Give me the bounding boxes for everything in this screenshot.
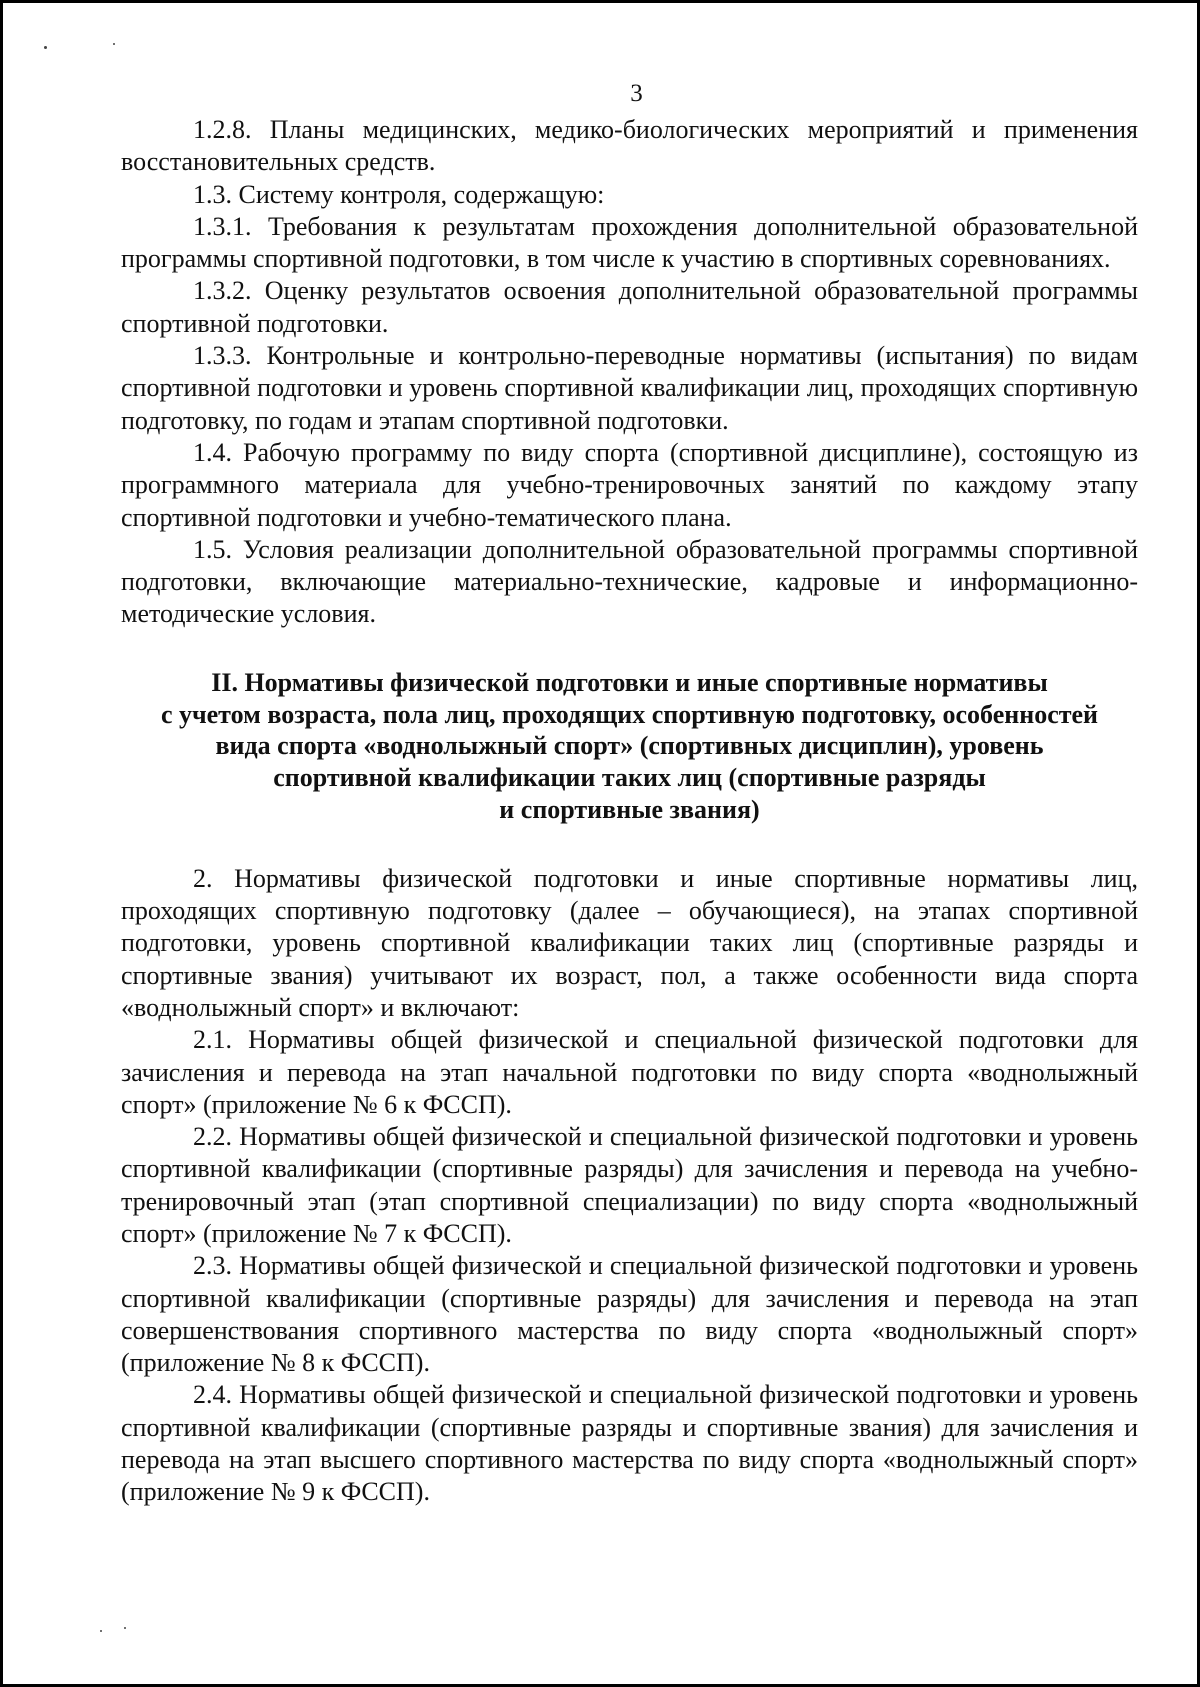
- paragraph-1-5: 1.5. Условия реализации дополнительной образовательной программы спортивной подготовки, включающие материально-технические, кадровые и информационно-методические условия.: [121, 534, 1138, 629]
- paragraph-2-3: 2.3. Нормативы общей физической и специальной физической подготовки и уровень спортивной квалификации (спортивные разряды) для зачисления и перевода на этап совершенствования спортивного мастерства по виду спорта «воднолыжный спорт» (приложение № 8 к ФССП).: [121, 1251, 1138, 1378]
- section-heading-line: вида спорта «воднолыжный спорт» (спортивных дисциплин), уровень: [215, 731, 1044, 761]
- section-heading-line: и спортивные звания): [499, 794, 760, 824]
- paragraph-2: 2. Нормативы физической подготовки и иные спортивные нормативы лиц, проходящих спортивную подготовку (далее – обучающиеся), на этапах спортивной подготовки, уровень спортивной квалификации таких лиц (спортивные разряды и спортивные звания) учитывают их возраст, пол, а также особенности вида спорта «воднолыжный спорт» и включают:: [121, 863, 1138, 1022]
- scan-speck: [44, 46, 47, 49]
- paragraph-2-1: 2.1. Нормативы общей физической и специальной физической подготовки для зачисления и перевода на этап начальной подготовки по виду спорта «воднолыжный спорт» (приложение № 6 к ФССП).: [121, 1025, 1138, 1119]
- scan-speck: [100, 1630, 102, 1632]
- section-heading-line: II. Нормативы физической подготовки и иные спортивные нормативы: [211, 667, 1048, 697]
- paragraph-2-2: 2.2. Нормативы общей физической и специальной физической подготовки и уровень спортивной квалификации (спортивные разряды) для зачисления и перевода на учебно-тренировочный этап (этап спортивной специализации) по виду спорта «воднолыжный спорт» (приложение № 7 к ФССП).: [121, 1122, 1138, 1248]
- section-heading-line: с учетом возраста, пола лиц, проходящих спортивную подготовку, особенностей: [160, 699, 1099, 729]
- paragraph-1-3-1: 1.3.1. Требования к результатам прохождения дополнительной образовательной программы спортивной подготовки, в том числе к участию в спортивных соревнованиях.: [121, 211, 1138, 274]
- section-heading: [121, 667, 1138, 826]
- paragraph-1-3-2: 1.3.2. Оценку результатов освоения дополнительной образовательной программы спортивной подготовки.: [121, 276, 1138, 338]
- section-2-items: [121, 863, 1138, 1509]
- paragraph-2-4: 2.4. Нормативы общей физической и специальной физической подготовки и уровень спортивной квалификации (спортивные разряды и спортивные звания) для зачисления и перевода на этап высшего спортивного мастерства по виду спорта «воднолыжный спорт» (приложение № 9 к ФССП).: [121, 1380, 1138, 1507]
- paragraph-1-3: 1.3. Систему контроля, содержащую:: [193, 179, 605, 209]
- page-number: 3: [630, 80, 643, 107]
- scan-speck: [124, 1627, 126, 1629]
- scan-speck: [113, 43, 115, 45]
- section-heading-line: спортивной квалификации таких лиц (спортивные разряды: [273, 763, 986, 793]
- section-1-items: [121, 114, 1138, 631]
- document-page: [121, 78, 1138, 1509]
- paragraph-1-3-3: 1.3.3. Контрольные и контрольно-переводные нормативы (испытания) по видам спортивной подготовки и уровень спортивной квалификации лиц, проходящих спортивную подготовку, по годам и этапам спортивной подготовки.: [121, 341, 1138, 435]
- paragraph-1-2-8: 1.2.8. Планы медицинских, медико-биологических мероприятий и применения восстановительных средств.: [121, 115, 1138, 177]
- paragraph-1-4: 1.4. Рабочую программу по виду спорта (спортивной дисциплине), состоящую из программного материала для учебно-тренировочных занятий по каждому этапу спортивной подготовки и учебно-тематического плана.: [121, 437, 1138, 532]
